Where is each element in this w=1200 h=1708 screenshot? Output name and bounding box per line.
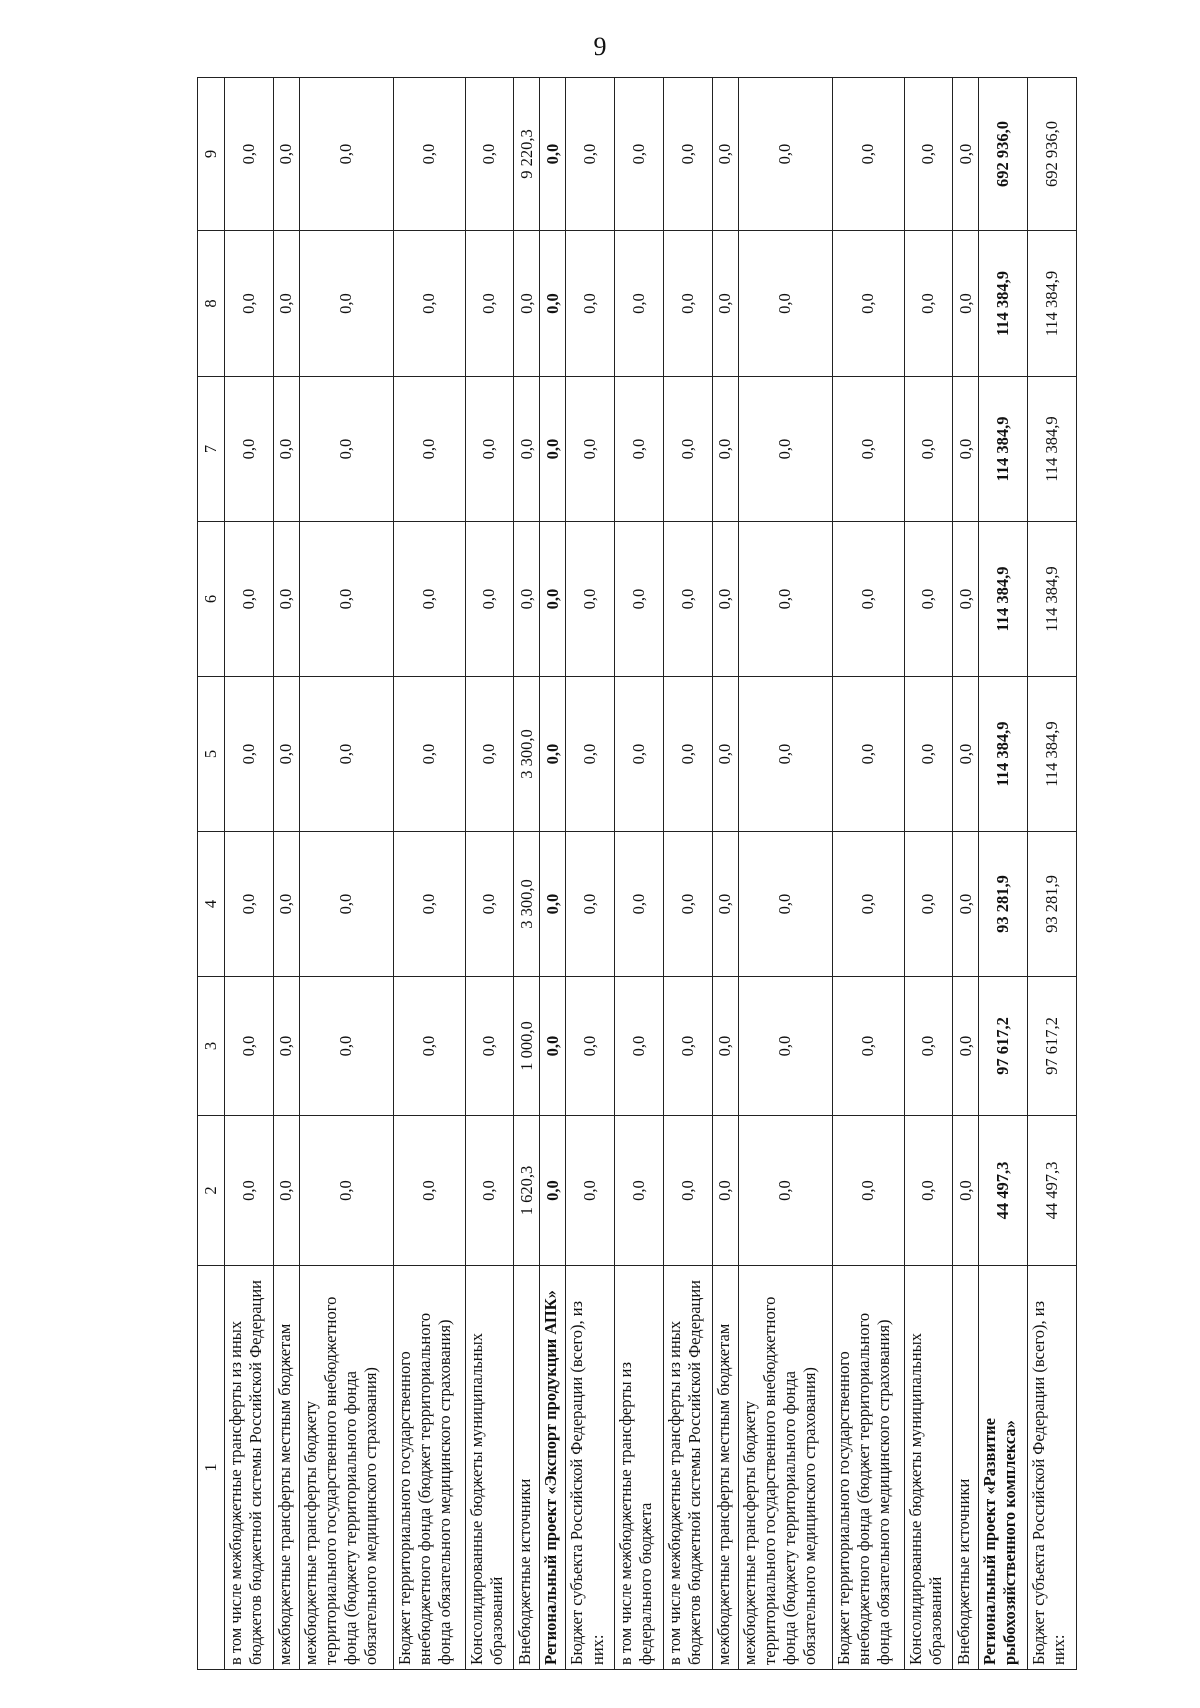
table-cell: 0,0: [953, 977, 979, 1116]
column-header: 5: [198, 677, 225, 832]
table-cell: 114 384,9: [1028, 677, 1077, 832]
column-header: 1: [198, 1266, 225, 1670]
table-cell: 0,0: [664, 377, 713, 522]
table-cell: 3 300,0: [514, 832, 540, 977]
table-cell: 0,0: [465, 977, 514, 1116]
table-row: [273, 78, 299, 1670]
row-label: Бюджет территориального государственного внебюджетного фонда (бюджет территориального фонда обязательного медицинского страхования): [833, 1266, 904, 1670]
table-cell: 0,0: [394, 677, 465, 832]
row-label: Бюджет территориального государственного внебюджетного фонда (бюджет территориального фонда обязательного медицинского страхования): [394, 1266, 465, 1670]
table-cell: 114 384,9: [979, 231, 1028, 377]
table-row: [225, 78, 274, 1670]
table-cell: 93 281,9: [979, 832, 1028, 977]
table-cell: 0,0: [225, 231, 274, 377]
row-label: в том числе межбюджетные трансферты из иных бюджетов бюджетной системы Российской Федерации: [664, 1266, 713, 1670]
column-header: 2: [198, 1116, 225, 1266]
table-cell: 0,0: [273, 677, 299, 832]
table-cell: 0,0: [615, 977, 664, 1116]
table-cell: 0,0: [738, 1116, 832, 1266]
table-cell: 0,0: [566, 677, 615, 832]
row-label: Региональный проект «Развитие рыбохозяйственного комплекса»: [979, 1266, 1028, 1670]
table-cell: 0,0: [299, 231, 393, 377]
table-cell: 0,0: [299, 832, 393, 977]
table-cell: 0,0: [953, 1116, 979, 1266]
table-cell: 0,0: [299, 78, 393, 231]
table-cell: 0,0: [225, 522, 274, 677]
table-cell: 0,0: [953, 78, 979, 231]
table-cell: 0,0: [615, 522, 664, 677]
table-cell: 0,0: [225, 977, 274, 1116]
table-cell: 44 497,3: [1028, 1116, 1077, 1266]
table-cell: 0,0: [664, 977, 713, 1116]
table-cell: 0,0: [712, 977, 738, 1116]
table-cell: 0,0: [904, 832, 953, 977]
table-cell: 0,0: [615, 377, 664, 522]
table-header-row: [198, 78, 225, 1670]
row-label: межбюджетные трансферты бюджету территориального государственного внебюджетного фонда (бюджету территориального фонда обязательного медицинского страхования): [738, 1266, 832, 1670]
table-cell: 0,0: [738, 377, 832, 522]
table-row: [712, 78, 738, 1670]
table-cell: 0,0: [904, 1116, 953, 1266]
table-cell: 0,0: [566, 1116, 615, 1266]
table-cell: 0,0: [299, 977, 393, 1116]
table-cell: 0,0: [273, 1116, 299, 1266]
table-cell: 114 384,9: [1028, 377, 1077, 522]
table-row: [953, 78, 979, 1670]
table-cell: 0,0: [465, 377, 514, 522]
table-cell: 114 384,9: [1028, 231, 1077, 377]
table-cell: 0,0: [664, 677, 713, 832]
rotated-table-container: [197, 78, 1077, 1670]
table-cell: 0,0: [465, 1116, 514, 1266]
table-cell: 0,0: [904, 677, 953, 832]
table-cell: 0,0: [712, 1116, 738, 1266]
table-cell: 0,0: [273, 832, 299, 977]
column-header: 9: [198, 78, 225, 231]
table-cell: 3 300,0: [514, 677, 540, 832]
table-cell: 0,0: [904, 377, 953, 522]
table-cell: 0,0: [664, 1116, 713, 1266]
table-cell: 0,0: [712, 522, 738, 677]
table-cell: 0,0: [566, 231, 615, 377]
table-cell: 0,0: [566, 977, 615, 1116]
table-cell: 0,0: [833, 832, 904, 977]
table-cell: 114 384,9: [979, 677, 1028, 832]
table-row: [540, 78, 566, 1670]
table-cell: 0,0: [299, 677, 393, 832]
table-cell: 1 620,3: [514, 1116, 540, 1266]
table-cell: 0,0: [273, 78, 299, 231]
table-cell: 0,0: [540, 832, 566, 977]
table-cell: 0,0: [615, 832, 664, 977]
table-cell: 0,0: [953, 832, 979, 977]
table-cell: 0,0: [953, 522, 979, 677]
table-row: [465, 78, 514, 1670]
table-cell: 97 617,2: [979, 977, 1028, 1116]
table-cell: 0,0: [953, 677, 979, 832]
table-cell: 0,0: [540, 377, 566, 522]
table-cell: 0,0: [394, 78, 465, 231]
table-row: [1028, 78, 1077, 1670]
table-cell: 0,0: [394, 377, 465, 522]
table-cell: 0,0: [225, 832, 274, 977]
row-label: Консолидированные бюджеты муниципальных образований: [904, 1266, 953, 1670]
table-cell: 0,0: [566, 522, 615, 677]
table-cell: 0,0: [299, 377, 393, 522]
table-cell: 0,0: [738, 832, 832, 977]
table-cell: 0,0: [540, 677, 566, 832]
table-cell: 0,0: [833, 1116, 904, 1266]
table-cell: 114 384,9: [979, 522, 1028, 677]
page-number: 9: [593, 32, 607, 61]
table-cell: 0,0: [738, 78, 832, 231]
row-label: в том числе межбюджетные трансферты из федерального бюджета: [615, 1266, 664, 1670]
budget-table: [197, 77, 1077, 1670]
table-cell: 9 220,3: [514, 78, 540, 231]
column-header: 3: [198, 977, 225, 1116]
column-header: 8: [198, 231, 225, 377]
table-row: [904, 78, 953, 1670]
table-cell: 0,0: [273, 377, 299, 522]
table-cell: 0,0: [465, 522, 514, 677]
table-cell: 0,0: [540, 78, 566, 231]
table-cell: 0,0: [225, 1116, 274, 1266]
table-cell: 692 936,0: [1028, 78, 1077, 231]
table-cell: 0,0: [833, 78, 904, 231]
row-label: Консолидированные бюджеты муниципальных образований: [465, 1266, 514, 1670]
table-cell: 0,0: [953, 377, 979, 522]
table-body: [225, 78, 1077, 1670]
table-cell: 0,0: [904, 231, 953, 377]
table-cell: 0,0: [712, 832, 738, 977]
table-cell: 0,0: [738, 977, 832, 1116]
table-cell: 0,0: [615, 231, 664, 377]
table-cell: 0,0: [465, 78, 514, 231]
table-cell: 93 281,9: [1028, 832, 1077, 977]
row-label: в том числе межбюджетные трансферты из иных бюджетов бюджетной системы Российской Федерации: [225, 1266, 274, 1670]
table-cell: 114 384,9: [1028, 522, 1077, 677]
table-cell: 0,0: [738, 231, 832, 377]
table-cell: 0,0: [465, 677, 514, 832]
row-label: Внебюджетные источники: [514, 1266, 540, 1670]
column-header: 6: [198, 522, 225, 677]
column-header: 7: [198, 377, 225, 522]
table-cell: 0,0: [833, 677, 904, 832]
table-row: [833, 78, 904, 1670]
table-cell: 0,0: [664, 78, 713, 231]
table-row: [615, 78, 664, 1670]
table-row: [299, 78, 393, 1670]
table-cell: 0,0: [615, 1116, 664, 1266]
table-cell: 0,0: [225, 377, 274, 522]
table-cell: 97 617,2: [1028, 977, 1077, 1116]
table-cell: 114 384,9: [979, 377, 1028, 522]
table-cell: 0,0: [394, 231, 465, 377]
table-cell: 0,0: [904, 977, 953, 1116]
row-label: Региональный проект «Экспорт продукции АПК»: [540, 1266, 566, 1670]
table-cell: 692 936,0: [979, 78, 1028, 231]
table-cell: 0,0: [299, 522, 393, 677]
table-cell: 0,0: [273, 231, 299, 377]
table-cell: 0,0: [566, 832, 615, 977]
table-cell: 0,0: [615, 677, 664, 832]
table-cell: 0,0: [540, 522, 566, 677]
table-cell: 0,0: [394, 522, 465, 677]
table-cell: 0,0: [273, 977, 299, 1116]
table-cell: 0,0: [904, 522, 953, 677]
row-label: межбюджетные трансферты местным бюджетам: [273, 1266, 299, 1670]
table-cell: 0,0: [738, 677, 832, 832]
table-cell: 0,0: [394, 977, 465, 1116]
table-cell: 0,0: [566, 78, 615, 231]
table-cell: 44 497,3: [979, 1116, 1028, 1266]
table-cell: 0,0: [664, 832, 713, 977]
row-label: межбюджетные трансферты местным бюджетам: [712, 1266, 738, 1670]
table-row: [566, 78, 615, 1670]
table-cell: 0,0: [833, 377, 904, 522]
table-cell: 0,0: [712, 78, 738, 231]
table-cell: 0,0: [738, 522, 832, 677]
row-label: Бюджет субъекта Российской Федерации (всего), из них:: [566, 1266, 615, 1670]
table-cell: 0,0: [712, 377, 738, 522]
table-row: [514, 78, 540, 1670]
table-cell: 0,0: [514, 231, 540, 377]
table-row: [664, 78, 713, 1670]
table-cell: 0,0: [465, 231, 514, 377]
column-header: 4: [198, 832, 225, 977]
row-label: межбюджетные трансферты бюджету территориального государственного внебюджетного фонда (бюджету территориального фонда обязательного медицинского страхования): [299, 1266, 393, 1670]
table-cell: 0,0: [540, 977, 566, 1116]
table-row: [738, 78, 832, 1670]
table-cell: 0,0: [712, 231, 738, 377]
table-cell: 0,0: [514, 522, 540, 677]
table-cell: 0,0: [540, 1116, 566, 1266]
table-cell: 0,0: [465, 832, 514, 977]
table-cell: 0,0: [540, 231, 566, 377]
table-cell: 0,0: [225, 78, 274, 231]
table-cell: 0,0: [904, 78, 953, 231]
table-cell: 0,0: [394, 832, 465, 977]
table-cell: 0,0: [664, 231, 713, 377]
table-cell: 1 000,0: [514, 977, 540, 1116]
table-cell: 0,0: [833, 522, 904, 677]
table-cell: 0,0: [566, 377, 615, 522]
table-cell: 0,0: [225, 677, 274, 832]
table-row: [979, 78, 1028, 1670]
table-cell: 0,0: [833, 231, 904, 377]
table-cell: 0,0: [394, 1116, 465, 1266]
row-label: Внебюджетные источники: [953, 1266, 979, 1670]
row-label: Бюджет субъекта Российской Федерации (всего), из них:: [1028, 1266, 1077, 1670]
table-cell: 0,0: [273, 522, 299, 677]
table-cell: 0,0: [664, 522, 713, 677]
table-cell: 0,0: [953, 231, 979, 377]
table-cell: 0,0: [615, 78, 664, 231]
table-cell: 0,0: [833, 977, 904, 1116]
table-cell: 0,0: [514, 377, 540, 522]
table-cell: 0,0: [712, 677, 738, 832]
table-cell: 0,0: [299, 1116, 393, 1266]
table-row: [394, 78, 465, 1670]
